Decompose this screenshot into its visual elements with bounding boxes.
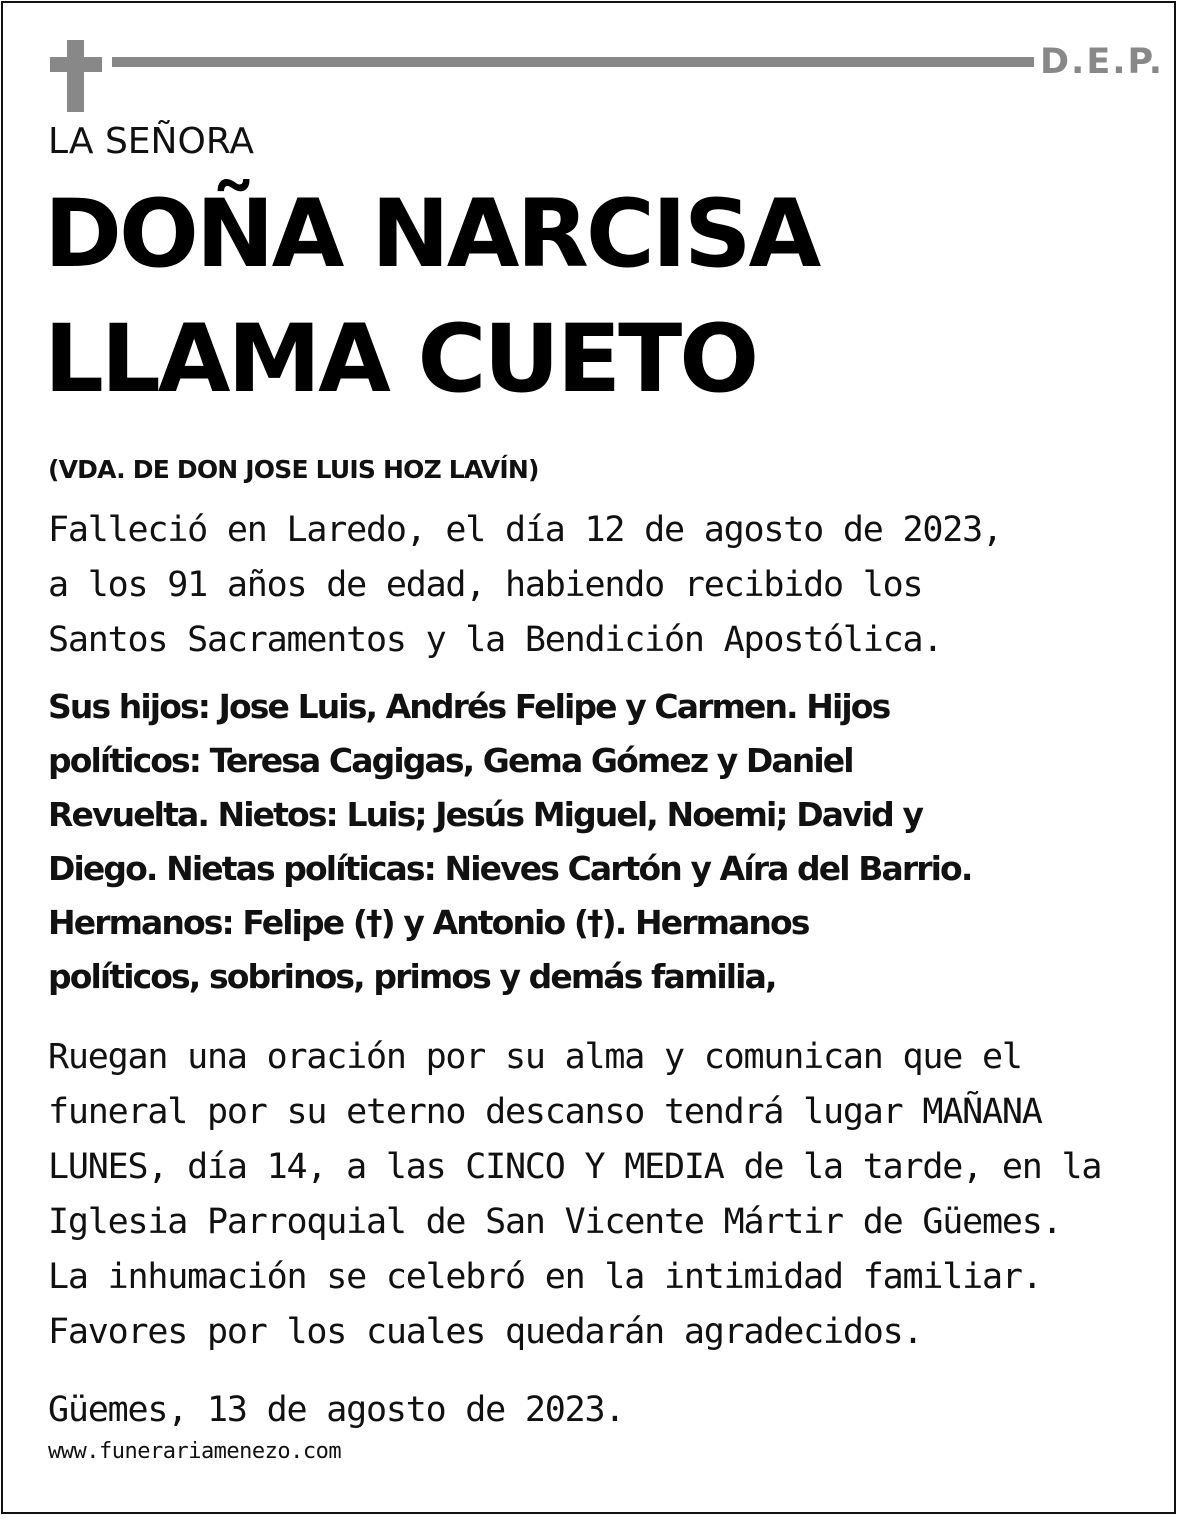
funeral-details-paragraph [48,1030,1101,1360]
honorific-prefix: LA SEÑORA [48,121,254,162]
funeral-home-website-link[interactable]: www.funerariamenezo.com [48,1439,342,1464]
place-date-signoff: Güemes, 13 de agosto de 2023. [48,1390,625,1430]
widow-of-line: (VDA. DE DON JOSE LUIS HOZ LAVÍN) [48,455,539,484]
family-line: políticos, sobrinos, primos y demás familia, [48,957,776,996]
funeral-line: Favores por los cuales quedarán agradecidos. [48,1312,923,1352]
funeral-line: funeral por su eterno descanso tendrá lugar MAÑANA [48,1092,1042,1132]
deceased-name-line-2: LLAMA CUETO [44,305,757,414]
dep-label: D.E.P. [1040,42,1165,82]
family-line: políticos: Teresa Cagigas, Gema Gómez y Daniel [48,741,853,780]
funeral-line: Iglesia Parroquial de San Vicente Mártir de Güemes. [48,1202,1062,1242]
death-notice-paragraph [48,503,1002,668]
funeral-line: La inhumación se celebró en la intimidad familiar. [48,1257,1042,1297]
deceased-name-line-1: DOÑA NARCISA [44,180,819,289]
notice-header [46,36,1165,112]
family-line: Diego. Nietas políticas: Nieves Cartón y Aíra del Barrio. [48,849,972,888]
funeral-line: Ruegan una oración por su alma y comunican que el [48,1037,1022,1077]
family-line: Sus hijos: Jose Luis, Andrés Felipe y Carmen. Hijos [48,687,890,726]
family-line: Revuelta. Nietos: Luis; Jesús Miguel, Noemi; David y [48,795,923,834]
deceased-name [44,172,818,422]
cross-icon [50,40,102,112]
death-notice-line: Santos Sacramentos y la Bendición Apostólica. [48,620,943,660]
death-notice-line: Falleció en Laredo, el día 12 de agosto de 2023, [48,510,1002,550]
funeral-line: LUNES, día 14, a las CINCO Y MEDIA de la tarde, en la [48,1147,1102,1187]
family-line: Hermanos: Felipe (†) y Antonio (†). Hermanos [48,903,809,942]
header-divider [112,57,1034,67]
family-list-paragraph [48,680,971,1004]
death-notice-line: a los 91 años de edad, habiendo recibido los [48,565,923,605]
